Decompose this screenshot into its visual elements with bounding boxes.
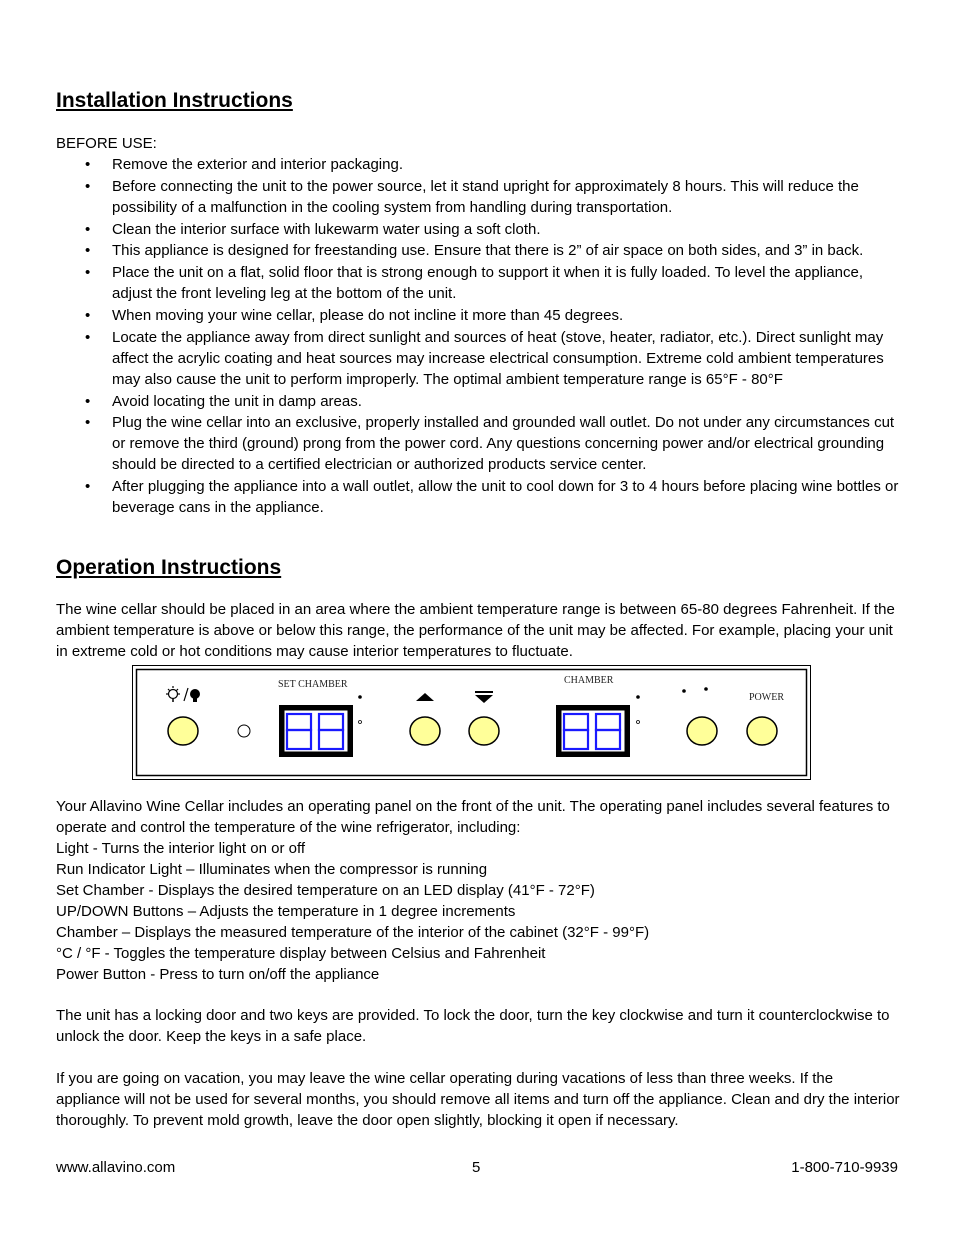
indicator-dot <box>636 695 640 699</box>
control-panel-diagram <box>132 665 811 780</box>
operation-heading: Operation Instructions <box>56 556 282 579</box>
features-intro: Your Allavino Wine Cellar includes an operating panel on the front of the unit. The operating panel includes several features to operate and control the temperature of the wine refrigerator, including: <box>56 798 890 836</box>
feature-line: °C / °F - Toggles the temperature display between Celsius and Fahrenheit <box>56 945 546 962</box>
fahrenheit-indicator-dot <box>704 687 708 691</box>
footer-website: www.allavino.com <box>56 1159 176 1176</box>
list-item: • Before connecting the unit to the power source, let it stand upright for approximately 8 hours. This will reduce the possibility of a malfunction in the cooling system from handling during transportation. <box>85 177 859 216</box>
installation-heading: Installation Instructions <box>56 89 293 112</box>
list-item: • After plugging the appliance into a wall outlet, allow the unit to cool down for 3 to 4 hours before placing wine bottles or beverage cans in the appliance. <box>85 478 899 517</box>
feature-line: Run Indicator Light – Illuminates when the compressor is running <box>56 861 488 878</box>
light-button[interactable] <box>168 717 198 745</box>
feature-line: Light - Turns the interior light on or off <box>56 840 306 857</box>
power-label: POWER <box>749 692 784 703</box>
list-item: • This appliance is designed for freestanding use. Ensure that there is 2” of air space on both sides, and 3” in back. <box>85 242 864 260</box>
list-item: • Locate the appliance away from direct sunlight and sources of heat (stove, heater, radiator, etc.). Direct sunlight may affect the acrylic coating and heat sources may increase electrical consumption. Extreme cold ambient temperatures may also cause the unit to perform improperly. The optimal ambient temperature range is 65°F - 80°F <box>85 328 884 388</box>
list-item: • Remove the exterior and interior packaging. <box>85 156 403 173</box>
features-description <box>56 796 901 985</box>
installation-bullet-list <box>56 154 901 519</box>
vacation-paragraph: If you are going on vacation, you may leave the wine cellar operating during vacations of less than three weeks. If the appliance will not be used for several months, you should remove all items and turn off the appliance. Clean and dry the interior thoroughly. To prevent mold growth, leave the door open slightly, blocking it open if necessary. <box>56 1070 900 1129</box>
footer-phone: 1-800-710-9939 <box>791 1159 898 1176</box>
feature-line: Power Button - Press to turn on/off the appliance <box>56 966 380 983</box>
chamber-label: CHAMBER <box>564 675 614 686</box>
lock-paragraph: The unit has a locking door and two keys are provided. To lock the door, turn the key clockwise and turn it counterclockwise to unlock the door. Keep the keys in a safe place. <box>56 1007 890 1045</box>
list-item: • When moving your wine cellar, please do not incline it more than 45 degrees. <box>85 306 624 324</box>
list-item: • Plug the wine cellar into an exclusive, properly installed and grounded wall outlet. Do not under any circumstances cut or remove the third (ground) prong from the power cord. Any questions concerning power and/or electrical grounding should be directed to a certified electrician or authorized products service center. <box>85 414 895 474</box>
power-button[interactable] <box>747 717 777 745</box>
up-button[interactable] <box>410 717 440 745</box>
indicator-dot <box>358 695 362 699</box>
celsius-indicator-dot <box>682 689 686 693</box>
feature-line: Set Chamber - Displays the desired temperature on an LED display (41°F - 72°F) <box>56 882 595 899</box>
operation-intro: The wine cellar should be placed in an area where the ambient temperature range is between 65-80 degrees Fahrenheit. If the ambient temperature is above or below this range, the performance of the unit may be affected. For example, placing your unit in extreme cold or hot conditions may cause interior temperatures to fluctuate. <box>56 601 895 660</box>
footer-page-number: 5 <box>472 1159 481 1176</box>
run-indicator-light <box>238 725 250 737</box>
set-chamber-display <box>279 705 362 757</box>
set-chamber-label: SET CHAMBER <box>278 679 348 690</box>
before-use-label: BEFORE USE: <box>56 135 157 152</box>
chamber-display <box>556 705 640 757</box>
list-item: • Place the unit on a flat, solid floor that is strong enough to support it when it is fully loaded. To level the appliance, adjust the front leveling leg at the bottom of the unit. <box>85 264 864 303</box>
feature-line: Chamber – Displays the measured temperature of the interior of the cabinet (32°F - 99°F) <box>56 924 650 941</box>
list-item: • Avoid locating the unit in damp areas. <box>85 392 362 410</box>
down-button[interactable] <box>469 717 499 745</box>
feature-line: UP/DOWN Buttons – Adjusts the temperature in 1 degree increments <box>56 903 516 920</box>
list-item: • Clean the interior surface with lukewarm water using a soft cloth. <box>85 220 541 238</box>
temperature-unit-button[interactable] <box>687 717 717 745</box>
